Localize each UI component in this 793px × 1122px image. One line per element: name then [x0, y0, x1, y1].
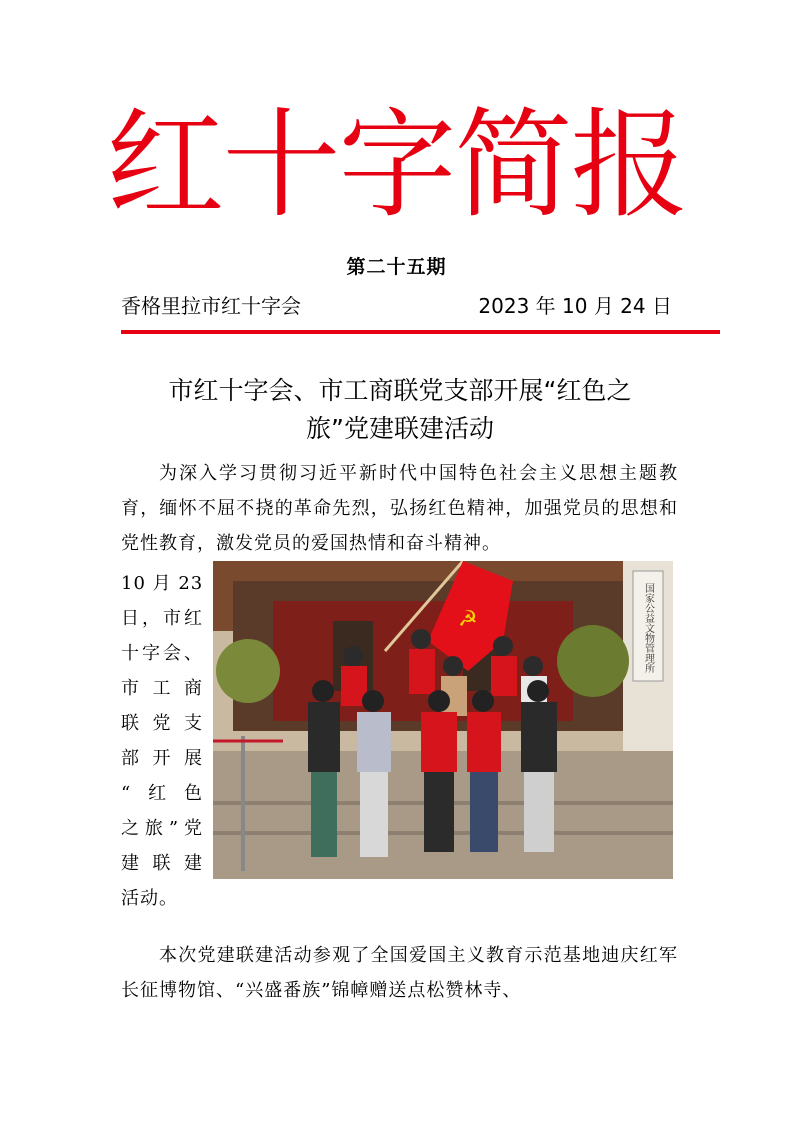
plaque-text: 国家公益文物管理所 [642, 583, 654, 673]
side-line: 市工商 [121, 678, 203, 699]
headline-line-2: 旅”党建联建活动 [306, 414, 494, 443]
side-line: 部开展 [121, 748, 203, 769]
masthead-title: 红十字简报 [106, 96, 687, 234]
article-paragraph-2: 本次党建联建活动参观了全国爱国主义教育示范基地迪庆红军长征博物馆、“兴盛番族”锦幛赠送点松赞林寺、 [121, 945, 678, 1001]
group-photo-illustration [213, 561, 673, 879]
article-headline [110, 372, 690, 448]
organization-name: 香格里拉市红十字会 [121, 294, 301, 318]
headline-line-1: 市红十字会、市工商联党支部开展“红色之 [168, 376, 632, 405]
side-line: “红色 [121, 783, 203, 804]
article-paragraph-1: 为深入学习贯彻习近平新时代中国特色社会主义思想主题教育，缅怀不屈不挠的革命先烈，弘扬红色精神，加强党员的思想和党性教育，激发党员的爱国热情和奋斗精神。 [121, 463, 678, 554]
side-line: 建联建 [121, 853, 203, 874]
issue-date: 2023 年 10 月 24 日 [478, 294, 672, 318]
side-line: 活动。 [121, 888, 178, 909]
svg-text:☭: ☭ [458, 607, 478, 632]
header-divider [121, 330, 720, 334]
side-line: 10 月 23 [121, 573, 204, 594]
issue-number: 第二十五期 [346, 256, 447, 278]
side-line: 十字会、 [121, 643, 203, 664]
side-line: 日，市红 [121, 608, 203, 629]
group-photo [213, 561, 673, 879]
photo-side-text [121, 566, 203, 916]
side-line: 联党支 [121, 713, 203, 734]
side-line: 之旅”党 [121, 818, 203, 839]
